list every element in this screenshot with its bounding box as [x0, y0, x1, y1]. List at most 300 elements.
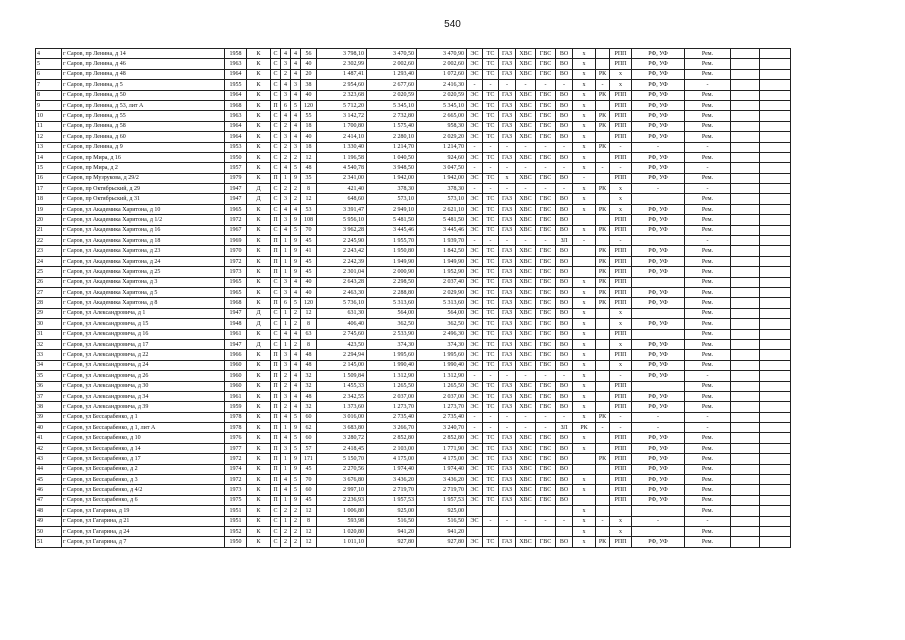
table-cell: 2: [291, 537, 301, 547]
table-cell: ТС: [483, 100, 499, 110]
table-cell: РК: [596, 256, 610, 266]
table-cell: х: [610, 194, 632, 204]
table-cell: 2 029,20: [417, 132, 467, 142]
table-cell: 1 952,90: [417, 267, 467, 277]
table-cell: 378,30: [367, 184, 417, 194]
table-cell: К: [247, 132, 271, 142]
table-cell: П: [271, 454, 281, 464]
table-cell: ЭС: [467, 454, 483, 464]
table-cell: [731, 506, 760, 516]
table-cell: ЭС: [467, 350, 483, 360]
table-cell: г Саров, ул Академика Харитона, д 23: [62, 246, 225, 256]
table-cell: 2 677,60: [367, 80, 417, 90]
table-cell: РК: [596, 246, 610, 256]
table-cell: ЭС: [467, 121, 483, 131]
table-cell: П: [271, 412, 281, 422]
table-cell: ВО: [556, 277, 573, 287]
table-cell: х: [573, 225, 596, 235]
table-cell: ХВС: [516, 277, 536, 287]
table-cell: ТС: [483, 225, 499, 235]
table-cell: [731, 537, 760, 547]
table-cell: К: [247, 506, 271, 516]
table-cell: ЭС: [467, 433, 483, 443]
table-cell: г Саров, пр Музрукова, д 29/2: [62, 173, 225, 183]
table-cell: 41: [36, 433, 62, 443]
table-cell: ХВС: [516, 391, 536, 401]
table-cell: 1978: [225, 412, 247, 422]
table-cell: ХВС: [516, 360, 536, 370]
table-cell: [760, 402, 791, 412]
table-cell: ГАЗ: [499, 391, 516, 401]
table-cell: ГВС: [536, 49, 556, 59]
table-cell: 2 020,59: [367, 90, 417, 100]
table-cell: РПП: [610, 256, 632, 266]
table-cell: Рем.: [685, 121, 731, 131]
table-cell: 1959: [225, 402, 247, 412]
table-cell: х: [610, 360, 632, 370]
table-cell: 421,40: [317, 184, 367, 194]
table-cell: Рем.: [685, 329, 731, 339]
table-row: [36, 59, 791, 69]
table-cell: г Саров, пр Ленина, д 55: [62, 111, 225, 121]
table-cell: -: [536, 80, 556, 90]
table-cell: К: [247, 495, 271, 505]
table-row: [36, 433, 791, 443]
table-cell: Рем.: [685, 152, 731, 162]
table-cell: х: [610, 69, 632, 79]
table-cell: г Саров, ул Бессарабенко, д 4/2: [62, 485, 225, 495]
table-cell: 2 020,59: [417, 90, 467, 100]
table-cell: ГВС: [536, 308, 556, 318]
table-row: [36, 423, 791, 433]
table-cell: 4: [281, 204, 291, 214]
table-cell: [760, 329, 791, 339]
table-cell: ХВС: [516, 204, 536, 214]
table-cell: РФ, УФ: [632, 287, 685, 297]
table-cell: х: [573, 412, 596, 422]
table-cell: ГАЗ: [499, 402, 516, 412]
table-cell: [760, 412, 791, 422]
table-cell: [760, 423, 791, 433]
table-cell: К: [247, 59, 271, 69]
table-cell: 2 735,40: [367, 412, 417, 422]
table-cell: -: [556, 184, 573, 194]
table-cell: 2: [281, 371, 291, 381]
table-cell: х: [610, 184, 632, 194]
table-cell: 3 280,72: [317, 433, 367, 443]
table-cell: -: [556, 80, 573, 90]
table-cell: 4: [281, 412, 291, 422]
table-cell: РФ, УФ: [632, 319, 685, 329]
table-cell: К: [247, 215, 271, 225]
table-cell: 1 312,90: [417, 371, 467, 381]
table-cell: [556, 526, 573, 536]
table-cell: ВО: [556, 329, 573, 339]
table-cell: [499, 526, 516, 536]
table-cell: К: [247, 371, 271, 381]
table-cell: -: [610, 163, 632, 173]
table-cell: Д: [247, 184, 271, 194]
table-cell: РФ, УФ: [632, 350, 685, 360]
table-cell: 1968: [225, 100, 247, 110]
table-cell: ГАЗ: [499, 443, 516, 453]
table-cell: [731, 194, 760, 204]
table-cell: ГАЗ: [499, 339, 516, 349]
table-cell: ТС: [483, 132, 499, 142]
table-cell: 1: [281, 308, 291, 318]
table-cell: [596, 402, 610, 412]
table-cell: РК: [573, 423, 596, 433]
table-cell: ЭС: [467, 225, 483, 235]
table-cell: ТС: [483, 339, 499, 349]
table-cell: ХВС: [516, 100, 536, 110]
table-cell: х: [573, 132, 596, 142]
table-cell: 2 418,45: [317, 443, 367, 453]
table-cell: ТС: [483, 152, 499, 162]
table-cell: 43: [36, 454, 62, 464]
table-cell: 3 470,50: [367, 49, 417, 59]
table-cell: х: [610, 526, 632, 536]
table-cell: РПП: [610, 173, 632, 183]
table-cell: [596, 475, 610, 485]
table-cell: 4: [291, 69, 301, 79]
table-cell: 40: [301, 90, 317, 100]
table-cell: 2 665,00: [417, 111, 467, 121]
table-cell: 3 266,70: [367, 423, 417, 433]
table-cell: ГВС: [536, 464, 556, 474]
table-cell: -: [632, 423, 685, 433]
table-cell: [596, 526, 610, 536]
table-cell: П: [271, 495, 281, 505]
table-cell: Рем.: [685, 215, 731, 225]
table-cell: 2 852,80: [417, 433, 467, 443]
table-cell: 40: [301, 132, 317, 142]
table-cell: ГВС: [536, 256, 556, 266]
table-cell: РФ, УФ: [632, 256, 685, 266]
table-cell: 2 280,10: [367, 132, 417, 142]
table-cell: ГВС: [536, 360, 556, 370]
table-cell: 3: [281, 132, 291, 142]
table-cell: 1975: [225, 495, 247, 505]
table-cell: ГАЗ: [499, 215, 516, 225]
table-cell: ТС: [483, 329, 499, 339]
table-cell: 6: [281, 100, 291, 110]
table-cell: 120: [301, 100, 317, 110]
table-cell: ХВС: [516, 49, 536, 59]
table-cell: -: [467, 423, 483, 433]
table-cell: -: [632, 516, 685, 526]
table-cell: К: [247, 464, 271, 474]
table-cell: РПП: [610, 100, 632, 110]
table-cell: 3 142,72: [317, 111, 367, 121]
table-cell: [731, 381, 760, 391]
table-cell: РФ, УФ: [632, 360, 685, 370]
table-cell: 1964: [225, 132, 247, 142]
table-cell: РФ, УФ: [632, 485, 685, 495]
table-cell: РФ, УФ: [632, 173, 685, 183]
table-cell: Рем.: [685, 454, 731, 464]
table-cell: ГАЗ: [499, 100, 516, 110]
table-cell: [632, 329, 685, 339]
table-cell: 1: [281, 236, 291, 246]
table-cell: Рем.: [685, 360, 731, 370]
table-cell: 28: [36, 298, 62, 308]
table-row: [36, 267, 791, 277]
table-cell: ХВС: [516, 381, 536, 391]
table-cell: х: [573, 433, 596, 443]
table-cell: 2: [291, 516, 301, 526]
table-cell: г Саров, ул Академика Харитона, д 3: [62, 277, 225, 287]
table-cell: ВО: [556, 90, 573, 100]
table-cell: Рем.: [685, 277, 731, 287]
table-cell: К: [247, 537, 271, 547]
table-cell: ХВС: [516, 246, 536, 256]
table-cell: -: [632, 142, 685, 152]
table-cell: 48: [301, 391, 317, 401]
table-cell: ТС: [483, 350, 499, 360]
table-cell: [731, 443, 760, 453]
table-cell: С: [271, 121, 281, 131]
table-cell: -: [685, 412, 731, 422]
table-cell: ЭС: [467, 516, 483, 526]
table-cell: -: [499, 184, 516, 194]
table-cell: ЭС: [467, 194, 483, 204]
table-cell: -: [610, 236, 632, 246]
table-cell: [731, 132, 760, 142]
table-cell: Рем.: [685, 256, 731, 266]
table-cell: РФ, УФ: [632, 69, 685, 79]
table-cell: ГАЗ: [499, 59, 516, 69]
table-cell: г Саров, ул Академика Харитона, д 18: [62, 236, 225, 246]
table-cell: С: [271, 319, 281, 329]
table-cell: ГАЗ: [499, 464, 516, 474]
table-cell: ХВС: [516, 267, 536, 277]
table-cell: ХВС: [516, 298, 536, 308]
table-cell: РПП: [610, 391, 632, 401]
table-cell: 4: [291, 402, 301, 412]
table-cell: -: [483, 371, 499, 381]
table-cell: 1961: [225, 391, 247, 401]
table-cell: -: [536, 423, 556, 433]
table-cell: ЭС: [467, 537, 483, 547]
table-cell: ЭС: [467, 381, 483, 391]
table-cell: ГВС: [536, 132, 556, 142]
table-cell: 1 974,40: [367, 464, 417, 474]
table-cell: 2 294,94: [317, 350, 367, 360]
table-cell: К: [247, 204, 271, 214]
table-cell: 1: [281, 423, 291, 433]
table-row: [36, 256, 791, 266]
table-cell: Рем.: [685, 111, 731, 121]
table-cell: [731, 526, 760, 536]
table-cell: -: [499, 236, 516, 246]
table-cell: [596, 495, 610, 505]
table-cell: РФ, УФ: [632, 537, 685, 547]
table-cell: 49: [36, 516, 62, 526]
table-cell: [760, 152, 791, 162]
table-cell: -: [573, 236, 596, 246]
table-cell: [760, 69, 791, 79]
table-cell: 925,00: [367, 506, 417, 516]
table-cell: РПП: [610, 277, 632, 287]
table-cell: ХВС: [516, 339, 536, 349]
table-cell: -: [483, 163, 499, 173]
table-cell: 1 455,33: [317, 381, 367, 391]
table-cell: 2: [291, 526, 301, 536]
table-cell: РК: [596, 121, 610, 131]
table-cell: К: [247, 443, 271, 453]
table-cell: 9: [36, 100, 62, 110]
table-cell: К: [247, 329, 271, 339]
table-row: [36, 506, 791, 516]
table-cell: ТС: [483, 443, 499, 453]
table-cell: ГАЗ: [499, 111, 516, 121]
table-cell: РПП: [610, 59, 632, 69]
table-cell: 5 345,10: [367, 100, 417, 110]
table-cell: 3 436,20: [367, 475, 417, 485]
table-cell: 941,20: [367, 526, 417, 536]
table-cell: П: [271, 402, 281, 412]
table-cell: [596, 49, 610, 59]
table-cell: 57: [301, 443, 317, 453]
table-cell: [760, 80, 791, 90]
table-cell: 10: [36, 111, 62, 121]
table-cell: С: [271, 80, 281, 90]
table-cell: П: [271, 371, 281, 381]
table-cell: С: [271, 90, 281, 100]
table-cell: ВО: [556, 111, 573, 121]
table-cell: П: [271, 391, 281, 401]
table-cell: 5: [36, 59, 62, 69]
table-cell: П: [271, 246, 281, 256]
table-cell: 1 196,58: [317, 152, 367, 162]
table-cell: -: [685, 184, 731, 194]
table-cell: 1961: [225, 329, 247, 339]
table-cell: 15: [36, 163, 62, 173]
table-cell: -: [467, 412, 483, 422]
table-cell: 1970: [225, 246, 247, 256]
table-cell: Рем.: [685, 194, 731, 204]
table-cell: РФ, УФ: [632, 59, 685, 69]
table-cell: ЭС: [467, 59, 483, 69]
table-cell: РФ, УФ: [632, 402, 685, 412]
table-cell: РПП: [610, 287, 632, 297]
table-cell: х: [573, 49, 596, 59]
table-cell: 2 463,30: [317, 287, 367, 297]
table-cell: ТС: [483, 267, 499, 277]
table-cell: Рем.: [685, 49, 731, 59]
table-cell: 2 719,70: [417, 485, 467, 495]
table-cell: 2: [281, 69, 291, 79]
table-cell: ГАЗ: [499, 246, 516, 256]
table-cell: ЭС: [467, 132, 483, 142]
table-cell: 1960: [225, 360, 247, 370]
table-cell: 5 712,20: [317, 100, 367, 110]
table-cell: 1 011,10: [317, 537, 367, 547]
table-row: [36, 246, 791, 256]
table-cell: 3: [281, 350, 291, 360]
table-cell: х: [573, 526, 596, 536]
table-cell: 1 487,41: [317, 69, 367, 79]
table-cell: г Саров, ул Александровича, д 26: [62, 371, 225, 381]
table-cell: 4: [291, 329, 301, 339]
table-cell: П: [271, 100, 281, 110]
table-cell: 2: [281, 121, 291, 131]
table-cell: ГВС: [536, 443, 556, 453]
table-cell: 1: [281, 173, 291, 183]
table-cell: 2 301,04: [317, 267, 367, 277]
table-cell: 3 240,70: [417, 423, 467, 433]
table-cell: [596, 339, 610, 349]
table-cell: Рем.: [685, 350, 731, 360]
table-cell: 648,60: [317, 194, 367, 204]
table-cell: [731, 298, 760, 308]
table-cell: [596, 443, 610, 453]
table-cell: -: [556, 142, 573, 152]
table-cell: ВО: [556, 391, 573, 401]
table-cell: ТС: [483, 287, 499, 297]
table-cell: 1 942,00: [417, 173, 467, 183]
table-cell: ВО: [556, 308, 573, 318]
table-cell: [467, 526, 483, 536]
table-cell: 44: [36, 464, 62, 474]
table-cell: х: [573, 360, 596, 370]
table-cell: г Саров, ул Александровича, д 15: [62, 319, 225, 329]
table-cell: 5: [291, 298, 301, 308]
table-row: [36, 194, 791, 204]
table-cell: РФ, УФ: [632, 246, 685, 256]
table-cell: х: [573, 80, 596, 90]
table-cell: РПП: [610, 495, 632, 505]
table-cell: РФ, УФ: [632, 163, 685, 173]
table-cell: 3 445,46: [417, 225, 467, 235]
table-cell: -: [483, 236, 499, 246]
table-cell: 5 956,10: [317, 215, 367, 225]
table-cell: [760, 433, 791, 443]
table-cell: [516, 506, 536, 516]
table-cell: 2 735,40: [417, 412, 467, 422]
table-cell: ВО: [556, 443, 573, 453]
table-row: [36, 215, 791, 225]
table-cell: 5 736,10: [317, 298, 367, 308]
table-cell: 1 265,50: [417, 381, 467, 391]
table-cell: -: [499, 516, 516, 526]
table-cell: ВО: [556, 132, 573, 142]
table-cell: 3: [281, 287, 291, 297]
table-cell: 2 000,90: [367, 267, 417, 277]
table-cell: 1 974,40: [417, 464, 467, 474]
table-cell: 8: [301, 516, 317, 526]
table-cell: 1950: [225, 537, 247, 547]
table-cell: ЭС: [467, 339, 483, 349]
table-cell: РФ, УФ: [632, 132, 685, 142]
table-cell: К: [247, 402, 271, 412]
table-cell: [573, 464, 596, 474]
table-cell: [760, 350, 791, 360]
table-cell: К: [247, 350, 271, 360]
table-cell: х: [573, 90, 596, 100]
table-cell: 40: [36, 423, 62, 433]
table-cell: Рем.: [685, 225, 731, 235]
table-cell: [516, 526, 536, 536]
table-cell: х: [573, 100, 596, 110]
table-cell: х: [573, 111, 596, 121]
table-cell: 2 302,99: [317, 59, 367, 69]
table-cell: ГАЗ: [499, 225, 516, 235]
table-cell: [610, 506, 632, 516]
table-cell: ВО: [556, 100, 573, 110]
table-cell: [760, 121, 791, 131]
